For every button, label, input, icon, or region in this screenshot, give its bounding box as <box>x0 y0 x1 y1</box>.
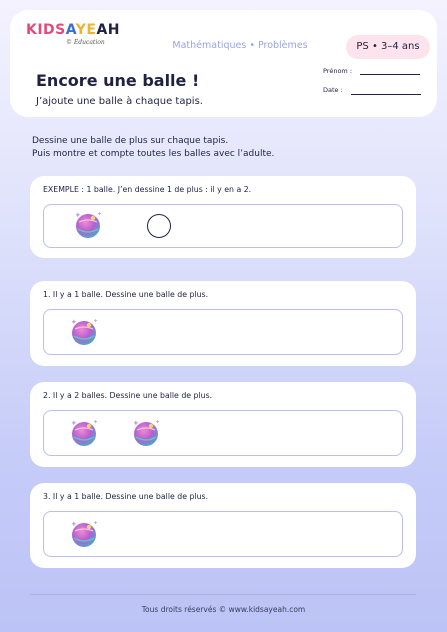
subject-label: Mathématiques • Problèmes <box>172 40 308 51</box>
age-badge: PS • 3–4 ans <box>346 35 430 59</box>
ball-icon <box>72 209 104 241</box>
footer-copyright: Tous droits réservés © www.kidsayeah.com <box>141 605 306 614</box>
worksheet-header <box>10 10 437 117</box>
exercise-mat-2[interactable] <box>43 410 403 456</box>
ball-icon <box>130 417 162 449</box>
ball-icon <box>68 518 100 550</box>
date-label: Date : <box>323 86 343 94</box>
instruction-line-1: Dessine une balle de plus sur chaque tapis. <box>32 136 229 146</box>
example-mat <box>43 204 403 248</box>
page-subtitle: J’ajoute une balle à chaque tapis. <box>36 96 203 107</box>
logo-wordmark <box>26 22 136 38</box>
instructions <box>32 135 274 161</box>
exercise-card-1 <box>30 281 416 366</box>
name-field[interactable] <box>360 74 420 75</box>
logo-part-ye: YE <box>75 22 97 38</box>
name-label: Prénom : <box>323 67 353 75</box>
logo-part-a: A <box>65 22 76 38</box>
exercise-label-1: 1. Il y a 1 balle. Dessine une balle de plus. <box>43 290 209 299</box>
exercise-mat-1[interactable] <box>43 309 403 355</box>
date-field[interactable] <box>351 94 421 95</box>
example-label: EXEMPLE : 1 balle. J’en dessine 1 de plus : il y en a 2. <box>43 185 252 194</box>
logo-part-ah: AH <box>96 22 121 38</box>
footer-divider <box>30 594 416 595</box>
exercise-card-2 <box>30 382 416 467</box>
example-card <box>30 176 416 258</box>
ball-icon <box>68 417 100 449</box>
page-title: Encore une balle ! <box>36 71 200 90</box>
exercise-card-3 <box>30 483 416 568</box>
ball-icon <box>68 316 100 348</box>
exercise-label-3: 3. Il y a 1 balle. Dessine une balle de plus. <box>43 492 209 501</box>
kidsayeah-logo <box>26 22 136 56</box>
instruction-line-2: Puis montre et compte toutes les balles avec l’adulte. <box>32 149 275 159</box>
logo-part-kids: KIDS <box>26 22 66 38</box>
exercise-label-2: 2. Il y a 2 balles. Dessine une balle de plus. <box>43 391 213 400</box>
logo-subtitle: © Education <box>66 39 105 46</box>
exercise-mat-3[interactable] <box>43 511 403 557</box>
drawn-circle <box>147 214 171 238</box>
